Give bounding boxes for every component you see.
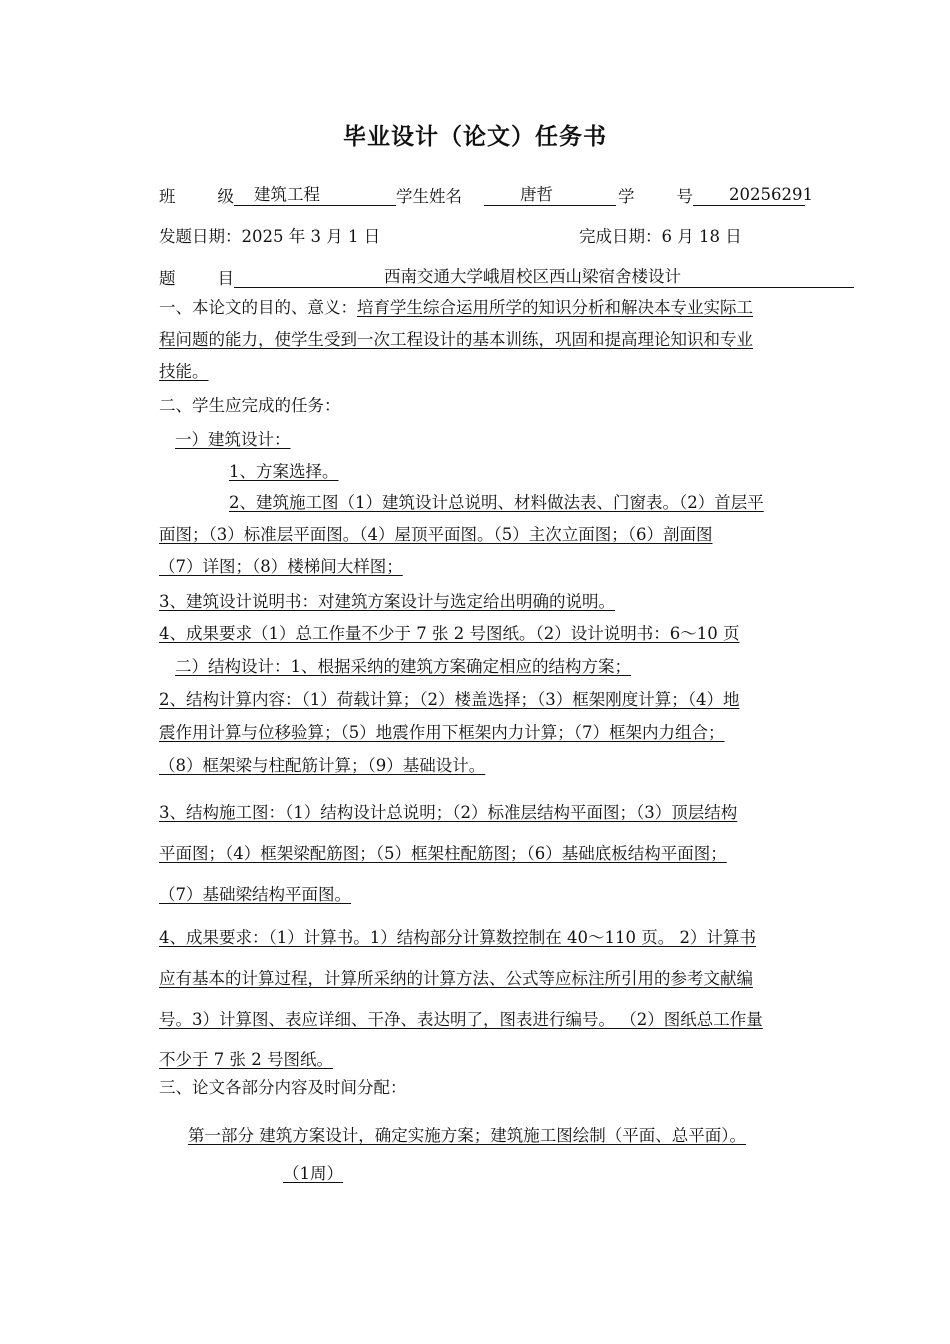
arch-item-2-line2: 面图；（3）标准层平面图。（4）屋顶平面图。（5）主次立面图；（6）剖面图 <box>159 525 713 544</box>
issue-date: 发题日期：2025 年 3 月 1 日 <box>159 227 381 246</box>
student-id-label-1: 学 <box>618 187 635 206</box>
arch-design-heading: 一）建筑设计： <box>175 430 291 449</box>
section1-line2: 程问题的能力，使学生受到一次工程设计的基本训练，巩固和提高理论知识和专业 <box>159 330 753 349</box>
student-name-label: 学生姓名 <box>396 187 462 206</box>
struct-item-3-line2: 平面图；（4）框架梁配筋图；（5）框架柱配筋图；（6）基础底板结构平面图； <box>159 844 727 863</box>
struct-item-4-line2: 应有基本的计算过程，计算所采纳的计算方法、公式等应标注所引用的参考文献编 <box>159 969 753 988</box>
class-value: 建筑工程 <box>254 185 320 204</box>
arch-item-1-text: 1、方案选择。 <box>229 462 339 481</box>
class-label-1: 班 <box>159 187 176 206</box>
struct-item-4-line4: 不少于 7 张 2 号图纸。 <box>159 1050 333 1069</box>
topic-label-2: 目 <box>217 269 234 288</box>
class-label-2: 级 <box>217 187 234 206</box>
struct-item-4-line1: 4、成果要求：（1）计算书。1）结构部分计算数控制在 40～110 页。 2）计算书 <box>159 928 756 947</box>
topic-label-1: 题 <box>159 269 176 288</box>
student-id-label-2: 号 <box>676 187 693 206</box>
section2-heading: 二、学生应完成的任务： <box>159 396 341 415</box>
part1-line1: 第一部分 建筑方案设计，确定实施方案；建筑施工图绘制（平面、总平面）。 <box>188 1126 746 1145</box>
section1-prefix: 一、本论文的目的、意义： <box>159 298 357 317</box>
part1-line2: （1周） <box>283 1164 343 1183</box>
document-title: 毕业设计（论文）任务书 <box>343 124 607 150</box>
struct-item-3-line3: （7）基础梁结构平面图。 <box>159 885 351 904</box>
section1-text-1: 培育学生综合运用所学的知识分析和解决本专业实际工 <box>357 298 753 317</box>
section1-line3: 技能。 <box>159 362 209 381</box>
section1-line1 <box>159 298 859 318</box>
struct-item-2-line1: 2、结构计算内容：（1）荷载计算；（2）楼盖选择；（3）框架刚度计算；（4）地 <box>159 690 740 709</box>
struct-item-4-line3: 号。3）计算图、表应详细、干净、表达明了，图表进行编号。 （2）图纸总工作量 <box>159 1010 763 1029</box>
arch-item-3: 3、建筑设计说明书：对建筑方案设计与选定给出明确的说明。 <box>159 592 615 611</box>
topic-value: 西南交通大学峨眉校区西山梁宿舍楼设计 <box>384 267 681 286</box>
arch-item-1 <box>177 462 877 482</box>
arch-item-4: 4、成果要求（1）总工作量不少于 7 张 2 号图纸。（2）设计说明书：6～10 页 <box>159 624 740 643</box>
struct-item-2-line3: （8）框架梁与柱配筋计算；（9）基础设计。 <box>159 756 486 775</box>
finish-date: 完成日期：6 月 18 日 <box>579 227 742 246</box>
arch-item-2-line3: （7）详图；（8）楼梯间大样图； <box>159 557 403 576</box>
arch-item-2-text-1: 2、建筑施工图（1）建筑设计总说明、材料做法表、门窗表。（2）首层平 <box>229 493 764 512</box>
arch-item-2-line1 <box>159 493 859 513</box>
date-row <box>159 227 859 247</box>
student-id-value: 20256291 <box>729 185 813 204</box>
student-name-value: 唐哲 <box>520 185 553 204</box>
struct-item-2-line2: 震作用计算与位移验算；（5）地震作用下框架内力计算；（7）框架内力组合； <box>159 723 725 742</box>
header-row <box>159 186 859 207</box>
struct-item-3-line1: 3、结构施工图：（1）结构设计总说明；（2）标准层结构平面图；（3）顶层结构 <box>159 803 738 822</box>
topic-row <box>159 268 859 289</box>
section3-heading: 三、论文各部分内容及时间分配： <box>159 1078 407 1097</box>
struct-design-heading: 二）结构设计：1、根据采纳的建筑方案确定相应的结构方案； <box>175 657 631 676</box>
